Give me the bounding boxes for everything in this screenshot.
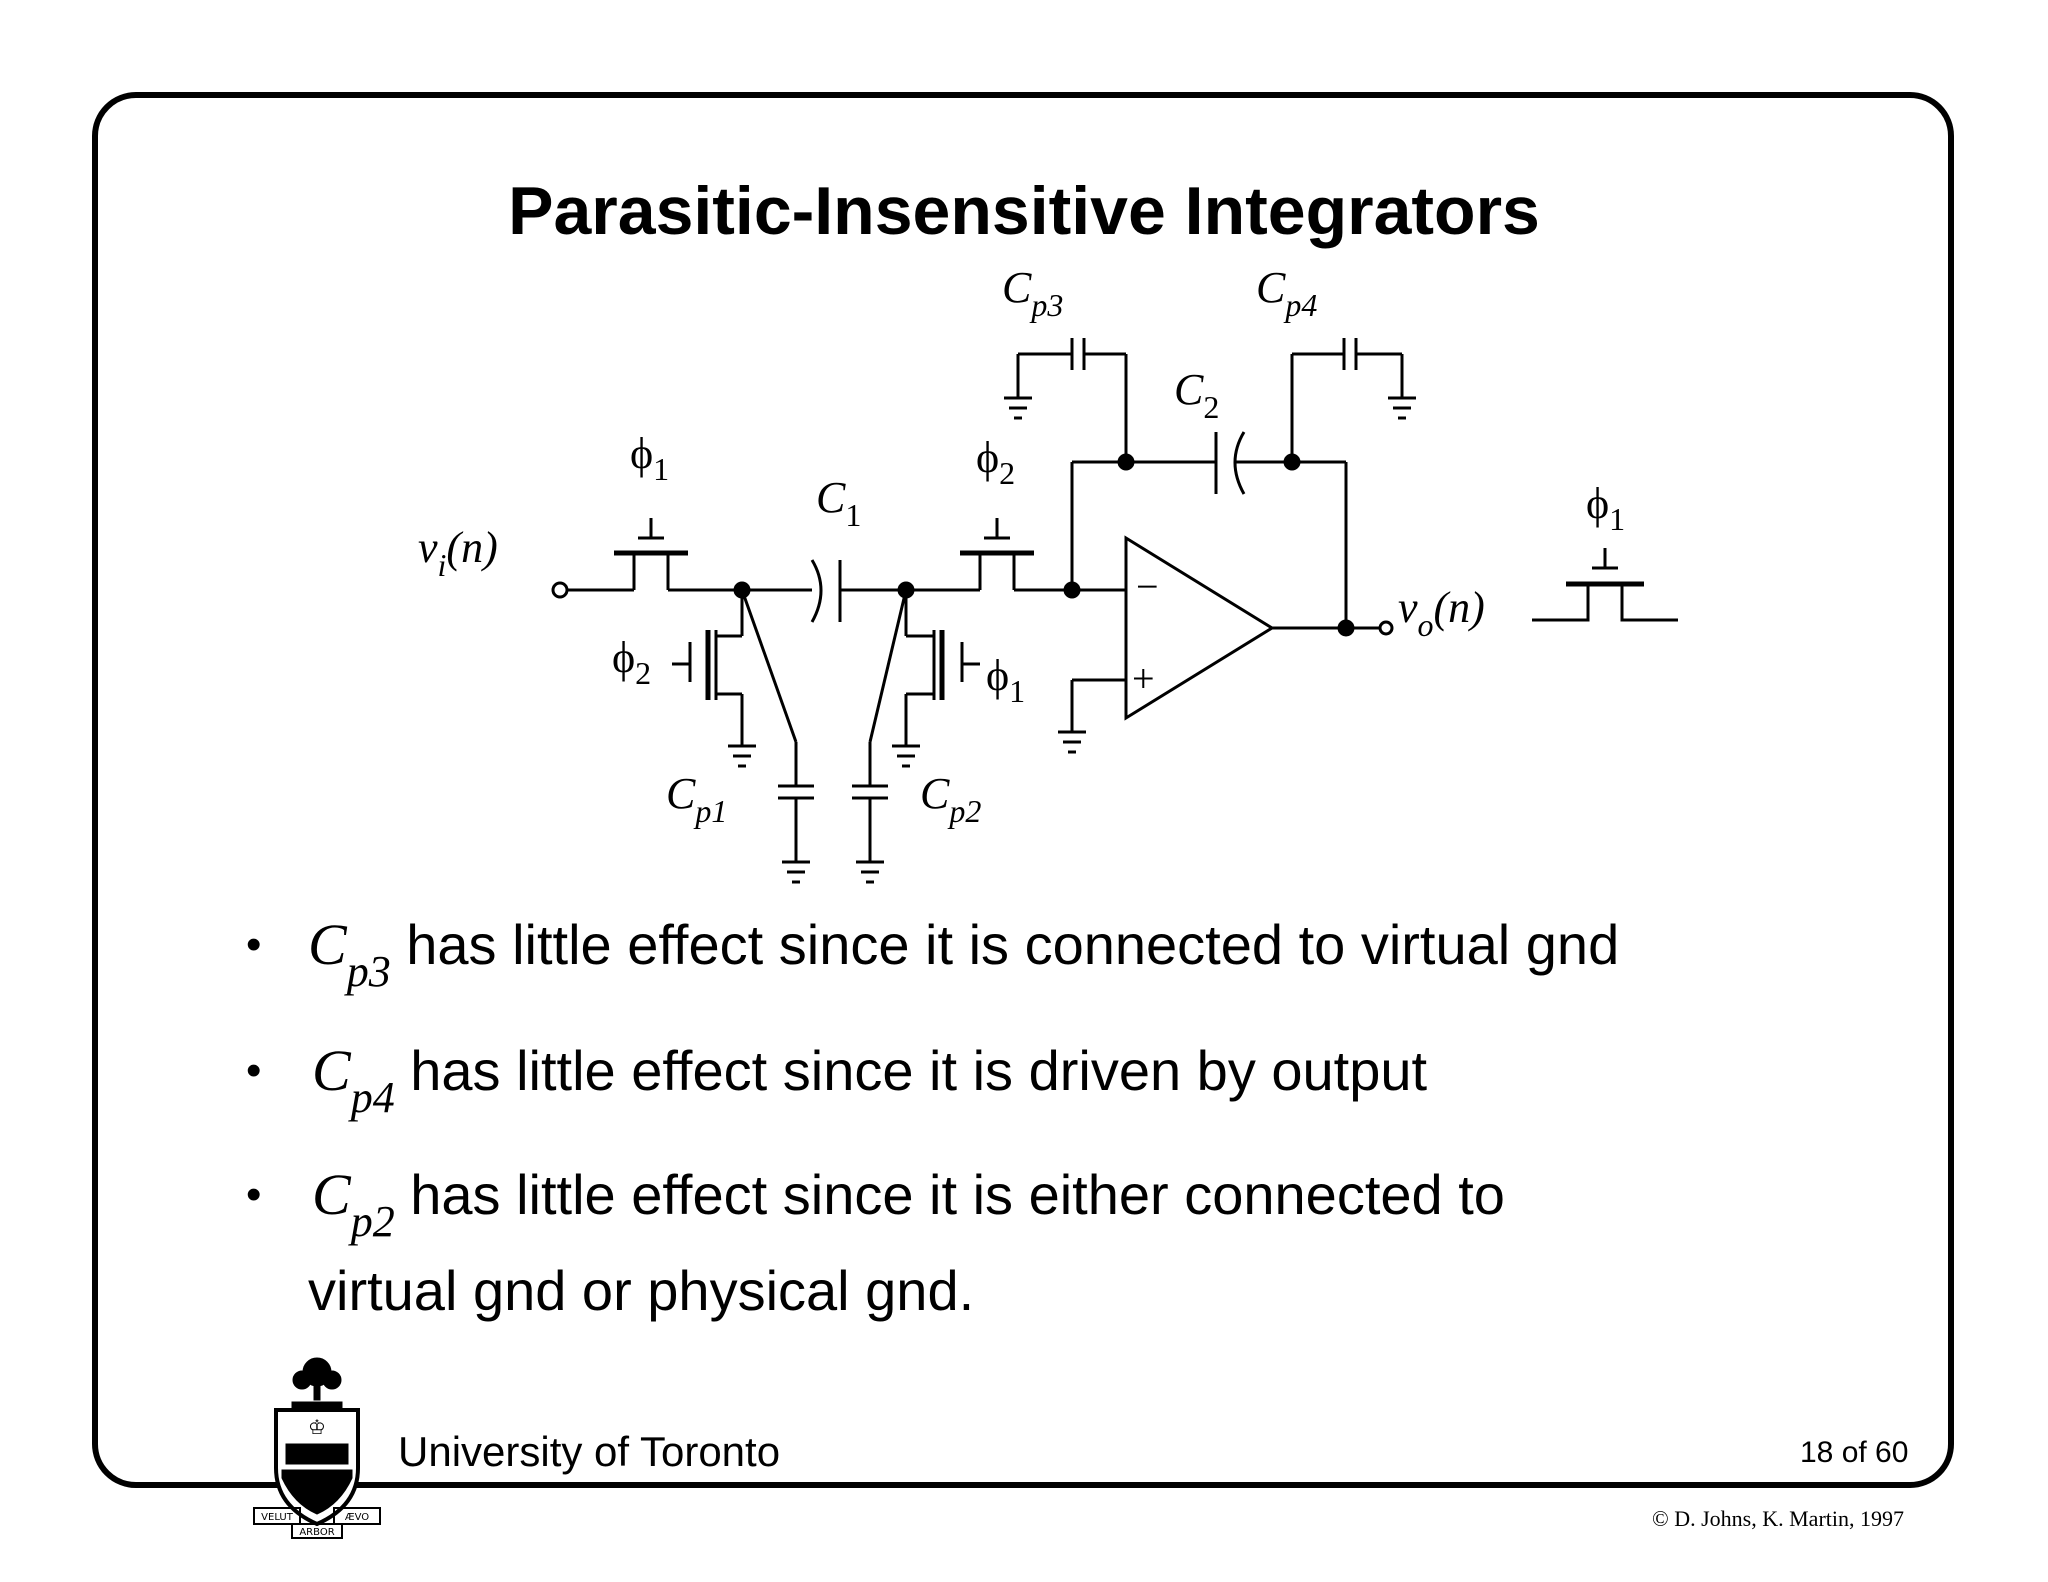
bullet-3-continued: virtual gnd or physical gnd.: [308, 1259, 975, 1322]
bullet-2: • $C_{p4}$ has little effect since it is driven by output: [246, 1038, 1428, 1122]
svg-text:♔: ♔: [308, 1415, 326, 1439]
label-cp2: $C_{p2}$: [920, 769, 982, 829]
capacitor-cp2: [852, 590, 906, 882]
label-c1: $C_1$: [816, 473, 862, 533]
capacitor-cp1: [742, 590, 814, 882]
label-cp1: $C_{p1}$: [666, 769, 728, 829]
node-output: [1339, 621, 1353, 635]
input-terminal: [553, 583, 567, 597]
switch-phi2-series: [960, 518, 1072, 590]
capacitor-cp4: [1292, 338, 1416, 462]
university-crest: [252, 1348, 382, 1548]
crest-motto-3: ÆVO: [344, 1512, 370, 1523]
label-c2: $C_2$: [1174, 365, 1220, 425]
output-terminal: [1380, 622, 1392, 634]
opamp-minus: −: [1136, 564, 1159, 609]
op-amp: [1058, 538, 1380, 752]
slide-title: Parasitic-Insensitive Integrators: [508, 173, 1540, 249]
label-phi1-clock: $\phi_1$: [1586, 479, 1626, 537]
label-phi1-input: $\phi_1$: [630, 429, 670, 487]
capacitor-cp3: [1004, 338, 1126, 462]
page-indicator: 18 of 60: [1800, 1436, 1909, 1469]
label-phi2-shunt: $\phi_2$: [612, 633, 652, 691]
input-label: $v_i(n)$: [418, 523, 498, 583]
bullet-1: • $C_{p3}$ has little effect since it is connected to virtual gnd: [246, 912, 1620, 996]
label-phi1-shunt: $\phi_1$: [986, 651, 1026, 709]
footer-institution: University of Toronto: [398, 1428, 781, 1475]
label-cp4: $C_{p4}$: [1256, 263, 1318, 323]
copyright-notice: © D. Johns, K. Martin, 1997: [1652, 1506, 1904, 1531]
opamp-plus: +: [1132, 656, 1155, 701]
crest-motto-2: ARBOR: [299, 1527, 335, 1538]
bullet-3: • $C_{p2}$ has little effect since it is either connected to: [246, 1162, 1505, 1246]
clock-waveform-phi1: [1532, 548, 1678, 620]
label-cp3: $C_{p3}$: [1002, 263, 1064, 323]
output-label: $v_o(n)$: [1398, 583, 1485, 643]
crest-motto-1: VELUT: [261, 1512, 293, 1523]
capacitor-c2: [1126, 432, 1292, 494]
label-phi2-series: $\phi_2$: [976, 433, 1016, 491]
switch-phi2-shunt: [672, 590, 756, 766]
switch-phi1-input: [612, 518, 742, 590]
capacitor-c1: [812, 560, 906, 622]
switch-phi1-shunt: [892, 590, 980, 766]
